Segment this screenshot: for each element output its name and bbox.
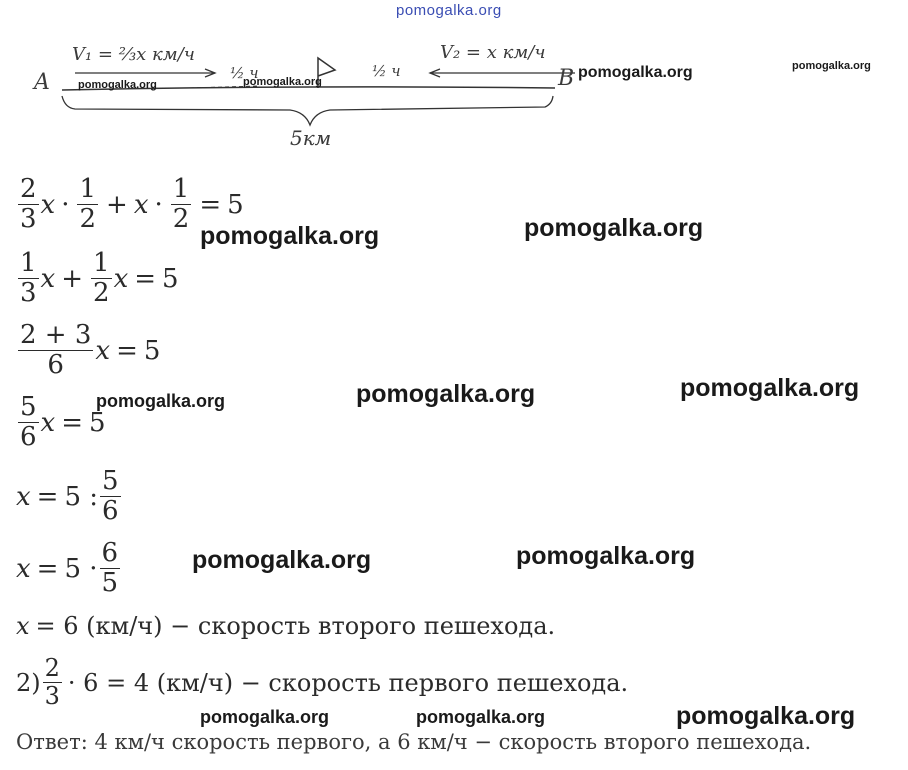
equation-line-5: x = 5 : $\frac{5}{6}$ <box>16 466 119 527</box>
watermark-9: pomogalka.org <box>416 707 546 727</box>
watermark-diagram-2: pomogalka.org <box>243 76 322 88</box>
point-b-label: B <box>558 66 575 91</box>
watermark-2: pomogalka.org <box>524 214 704 242</box>
answer-line: Ответ: 4 км/ч скорость первого, а 6 км/ч − скорость второго пешехода. <box>16 730 812 754</box>
fraction: $\frac{1}{2}$ <box>79 174 97 235</box>
motion-diagram <box>0 30 908 155</box>
equation-line-8: 2) $\frac{2}{3}$ · 6 = 4 (км/ч) − скорость первого пешехода. <box>16 654 629 711</box>
watermark-10: pomogalka.org <box>676 702 856 730</box>
v2-label: V₂ = x км/ч <box>440 42 546 63</box>
watermark-3: pomogalka.org <box>96 391 226 411</box>
distance-label: 5км <box>290 126 332 150</box>
fraction: $\frac{6}{5}$ <box>101 538 119 599</box>
watermark-1: pomogalka.org <box>200 222 380 250</box>
fraction: $\frac{1}{3}$ <box>20 248 37 309</box>
watermark-5: pomogalka.org <box>680 374 860 402</box>
fraction: $\frac{2}{3}$ <box>44 654 60 711</box>
watermark-7: pomogalka.org <box>516 542 696 570</box>
equation-line-6: x = 5 · $\frac{6}{5}$ <box>16 538 119 599</box>
fraction: $\frac{2 + 3}{6}$ <box>20 320 92 381</box>
watermark-diagram-4: pomogalka.org <box>792 60 871 72</box>
watermark-diagram-1: pomogalka.org <box>78 79 157 91</box>
equation-line-2: $\frac{1}{3}$ x + $\frac{1}{2}$ x = 5 <box>20 248 179 309</box>
half-hour-right-label: ½ ч <box>372 62 401 80</box>
watermark-4: pomogalka.org <box>356 380 536 408</box>
v1-label: V₁ = ⅔x км/ч <box>72 44 195 65</box>
watermark-top[interactable]: pomogalka.org <box>396 2 502 19</box>
fraction: $\frac{2}{3}$ <box>20 174 37 235</box>
fraction: $\frac{5}{6}$ <box>102 466 119 527</box>
fraction: $\frac{1}{2}$ <box>172 174 190 235</box>
fraction: $\frac{1}{2}$ <box>93 248 110 309</box>
half-hour-left-label: ½ ч <box>230 64 259 82</box>
watermark-6: pomogalka.org <box>192 546 372 574</box>
watermark-diagram-3: pomogalka.org <box>578 64 693 81</box>
fraction: $\frac{5}{6}$ <box>20 392 37 453</box>
equation-line-7: x = 6 (км/ч) − скорость второго пешехода. <box>16 612 556 640</box>
equation-line-3: $\frac{2 + 3}{6}$ x = 5 <box>20 320 161 381</box>
equation-line-1: $\frac{2}{3}$ x · $\frac{1}{2}$ + x · $\frac{1}{2}$ = 5 <box>20 174 244 235</box>
point-a-label: A <box>34 70 50 95</box>
watermark-8: pomogalka.org <box>200 707 330 727</box>
equation-line-4: $\frac{5}{6}$ x = 5 <box>20 392 106 453</box>
